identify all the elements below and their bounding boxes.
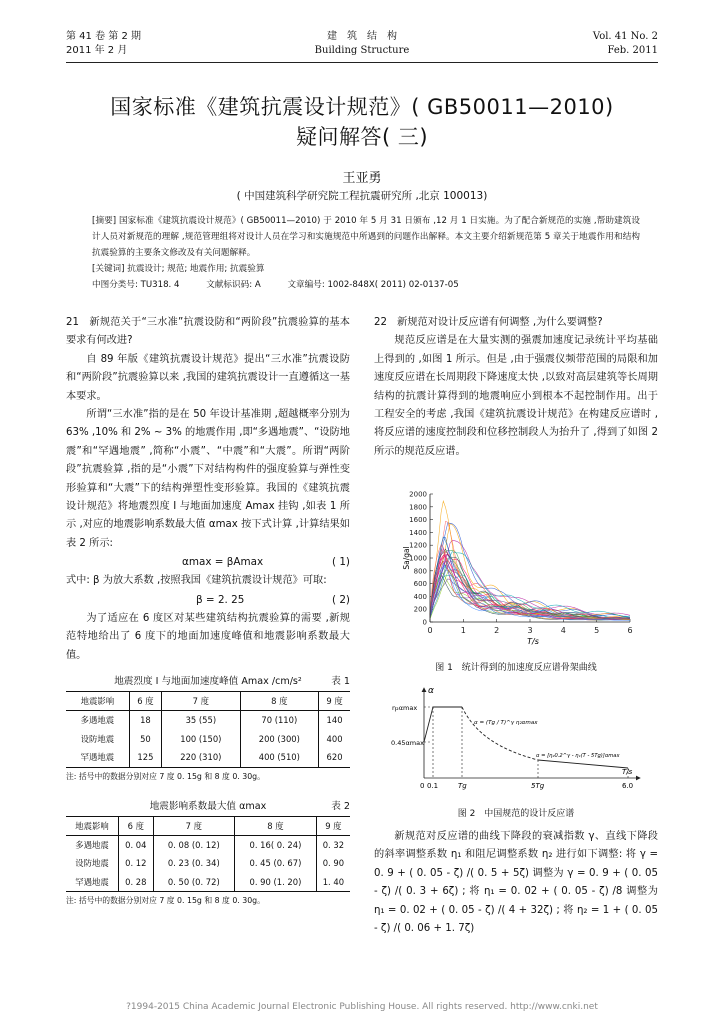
fig1-y-tick-label: 1600 — [409, 516, 427, 525]
fig1-y-tick-label: 1800 — [409, 503, 427, 512]
table-cell: 400 (510) — [240, 748, 318, 767]
issue-date: 2011 年 2 月 — [66, 45, 128, 56]
table-1 — [66, 675, 350, 784]
fig1-y-tick-label: 800 — [413, 567, 427, 576]
keywords-label: [关键词] — [92, 264, 125, 274]
abstract-block — [92, 213, 640, 293]
title-line-1: 国家标准《建筑抗震设计规范》( GB50011—2010) — [110, 95, 614, 119]
fig1-y-label: Sa/gal — [402, 546, 411, 570]
fig2-descending-curve — [462, 707, 538, 760]
table-row — [66, 730, 350, 748]
header-center — [262, 30, 462, 58]
abstract-label: [摘要] — [92, 216, 117, 226]
volume-date: Feb. 2011 — [607, 45, 658, 56]
fig1-x-tick-label: 6 — [627, 626, 633, 635]
table-cell: 70 (110) — [240, 711, 318, 730]
table-row — [66, 854, 350, 872]
volume-label: Vol. 41 No. 2 — [592, 31, 658, 42]
q22-heading: 22 新规范对设计反应谱有何调整 ,为什么要调整? — [374, 317, 603, 328]
table-cell: 0. 32 — [316, 835, 350, 854]
q21-para-4: 为了适应在 6 度区对某些建筑结构抗震验算的需要 ,新规范特地给出了 6 度下的地面加速度峰值和地震影响系数最大值。 — [66, 612, 350, 661]
equation-2-number: ( 2) — [331, 593, 350, 606]
header-right — [593, 30, 658, 58]
fig1-y-tick-label: 600 — [413, 580, 427, 589]
fig1-x-tick-label: 1 — [460, 626, 466, 635]
fig1-x-tick-label: 3 — [527, 626, 533, 635]
keywords-line — [92, 261, 640, 277]
table-1-header-cell: 6 度 — [129, 691, 161, 710]
table-cell: 35 (55) — [162, 711, 240, 730]
fig1-y-tick-label: 2000 — [409, 490, 427, 499]
affiliation: ( 中国建筑科学研究院工程抗震研究所 ,北京 100013) — [236, 190, 488, 202]
table-cell: 0. 50 (0. 72) — [153, 873, 235, 892]
fig2-tick-5tg: 5Tg — [531, 782, 545, 790]
fig2-rising-segment — [424, 707, 433, 742]
table-cell: 1. 40 — [316, 873, 350, 892]
table-cell: 0. 08 (0. 12) — [153, 835, 235, 854]
fig1-spectrum-curve — [430, 550, 630, 619]
table-cell: 100 (150) — [162, 730, 240, 748]
fig1-y-tick-label: 1400 — [409, 528, 427, 537]
fig2-tick-0: 0 — [420, 782, 425, 790]
doc-code: 文献标识码: A — [206, 280, 261, 290]
fig2-y-label-top: η₂αmax — [392, 704, 418, 712]
table-cell: 50 — [129, 730, 161, 748]
right-column-top — [374, 314, 658, 461]
classification-line — [92, 277, 640, 293]
equation-1 — [66, 553, 350, 572]
table-row — [66, 711, 350, 730]
table-cell: 罕遇地震 — [66, 748, 129, 767]
fig2-x-label: T/s — [622, 768, 633, 776]
q21-para-2: 所谓“三水准”指的是在 50 年设计基准期 ,超越概率分别为 63% ,10% 和 2% ~ 3% 的地震作用 ,即“多遇地震”、“设防地震”和“罕遇地震” ,简称“小震”、“中震”和“大震”。所谓“两阶段”抗震验算 ,指的是“小震”下对结构构件的强度验算与弹性变形验算和“大震”下的结构弹塑性变形验算。我国的《建筑抗震设计规范》将地震烈度 I 与地面加速度 Amax 挂钩 ,如表 1 所示 ,对应的地震影响系数最大值 αmax 按下式计算 ,计算结果如表 2 所示: — [66, 409, 350, 549]
equation-2-formula: β = 2. 25 — [196, 593, 245, 606]
table-1-header-cell: 地震影响 — [66, 691, 129, 710]
table-1-grid — [66, 691, 350, 768]
table-cell: 罕遇地震 — [66, 873, 119, 892]
fig1-y-tick-label: 0 — [422, 618, 427, 627]
table-cell: 0. 12 — [119, 854, 153, 872]
fig2-tick-01: 0.1 — [427, 782, 439, 790]
header-rule — [66, 62, 658, 63]
table-cell: 设防地震 — [75, 858, 109, 869]
fig1-y-tick-label: 1000 — [409, 554, 427, 563]
table-2-header-row — [66, 816, 350, 835]
right-column-bottom — [374, 828, 658, 938]
table-cell: 140 — [319, 711, 350, 730]
table-2-header-cell: 地震影响 — [66, 816, 119, 835]
table-1-header-cell: 7 度 — [162, 691, 240, 710]
table-1-note: 注: 括号中的数据分别对应 7 度 0. 15g 和 8 度 0. 30g。 — [66, 771, 265, 781]
copyright-footer: ?1994-2015 China Academic Journal Electronic Publishing House. All rights reserved. http://www.cnki.net — [126, 1002, 598, 1012]
table-1-caption: 地震烈度 I 与地面加速度峰值 Amax /cm/s² — [114, 675, 302, 687]
table-row — [66, 748, 350, 767]
fig2-annotation-line: α = [η₂0.2^γ - η₁(T - 5Tg)]αmax — [536, 753, 620, 759]
equation-2 — [66, 591, 350, 610]
fig2-y-label: α — [428, 686, 434, 696]
abstract-text-block — [92, 213, 640, 261]
table-cell: 0. 90 (1. 20) — [235, 873, 317, 892]
journal-title-en: Building Structure — [314, 45, 410, 56]
table-cell: 多遇地震 — [75, 839, 109, 850]
table-cell: 125 — [129, 748, 161, 767]
table-2-header-cell: 9 度 — [316, 816, 350, 835]
table-cell: 18 — [129, 711, 161, 730]
equation-1-number: ( 1) — [331, 556, 350, 569]
table-row — [66, 835, 350, 854]
fig2-y-label-045: 0.45αmax — [391, 739, 424, 747]
table-cell: 0. 90 — [316, 854, 350, 872]
issue-label: 第 41 卷 第 2 期 — [66, 31, 141, 42]
clc-number: 中图分类号: TU318. 4 — [92, 280, 180, 290]
table-row — [66, 873, 350, 892]
table-cell: 0. 45 (0. 67) — [235, 854, 317, 872]
header-left — [66, 30, 141, 58]
fig1-x-tick-label: 5 — [594, 626, 600, 635]
abstract-text: 国家标准《建筑抗震设计规范》( GB50011—2010) 于 2010 年 5 月 31 日颁布 ,12 月 1 日实施。为了配合新规范的实施 ,帮助建筑设计人员对新规范的理解 ,规范管理组将对设计人员在学习和实施规范中所遇到的问题作出解释。本文主要介绍新规范第 5 章关于地震作用和结构抗震验算的主要条文修改及有关问题解释。 — [92, 216, 640, 258]
fig1-y-tick-label: 1200 — [409, 541, 427, 550]
left-column — [66, 314, 350, 908]
table-2-header-cell: 6 度 — [119, 816, 153, 835]
fig1-x-tick-label: 2 — [494, 626, 500, 635]
journal-title-cn: 建 筑 结 构 — [327, 31, 397, 42]
q22-para-2: 新规范对反应谱的曲线下降段的衰减指数 γ、直线下降段的斜率调整系数 η₁ 和阻尼调整系数 η₂ 进行如下调整: 将 γ = 0. 9 + ( 0. 05 - ζ) /( 0. 5 + 5ζ) 调整为 γ = 0. 9 + ( 0. 05 - ζ) /( 0. 3 + 6ζ) ; 将 η₁ = 0. 02 + ( 0. 05 - ζ) /8 调整为 η₁ = 0. 02 + ( 0. 05 - ζ) /( 4 + 32ζ) ; 将 η₂ = 1 + ( 0. 05 - ζ) /( 0. 06 + 1. 7ζ) — [374, 831, 658, 935]
fig1-spectrum-curve — [430, 501, 630, 618]
table-cell: 0. 04 — [119, 835, 153, 854]
table-1-header-row — [66, 691, 350, 710]
q21-heading: 21 新规范关于“三水准”抗震设防和“两阶段”抗震验算的基本要求有何改进? — [66, 317, 350, 347]
table-2-grid — [66, 816, 350, 893]
table-cell: 0. 16( 0. 24) — [235, 835, 317, 854]
author: 王亚勇 — [342, 171, 382, 186]
fig2-tick-6: 6.0 — [622, 782, 634, 790]
table-cell: 400 — [319, 730, 350, 748]
table-2-caption-row — [66, 800, 350, 816]
keywords-text: 抗震设计; 规范; 地震作用; 抗震验算 — [127, 264, 265, 274]
fig1-spectrum-curve — [430, 538, 630, 620]
figure-1-chart — [400, 488, 640, 646]
table-cell: 多遇地震 — [80, 715, 115, 726]
q21-para-3: 式中: β 为放大系数 ,按照我国《建筑抗震设计规范》可取: — [66, 575, 327, 587]
table-cell: 220 (310) — [162, 748, 240, 767]
table-cell: 200 (300) — [240, 730, 318, 748]
fig2-annotation-curve: α = (Tg / T)^γ η₂αmax — [474, 720, 538, 726]
fig1-spectrum-curve — [430, 521, 630, 619]
fig2-linear-segment — [538, 760, 628, 768]
figure-2-chart — [390, 684, 654, 796]
fig2-tick-tg: Tg — [458, 782, 467, 790]
table-2-number: 表 2 — [331, 800, 350, 812]
equation-1-formula: αmax = βAmax — [182, 556, 264, 569]
fig1-spectrum-curve — [430, 549, 630, 619]
fig1-x-tick-label: 4 — [560, 626, 566, 635]
table-2-header-cell: 7 度 — [153, 816, 235, 835]
article-number: 文章编号: 1002-848X( 2011) 02-0137-05 — [287, 280, 459, 290]
title-line-2: 疑问解答( 三) — [295, 125, 429, 149]
table-2-caption: 地震影响系数最大值 αmax — [149, 800, 267, 812]
q22-para-1: 规范反应谱是在大量实测的强震加速度记录统计平均基础上得到的 ,如图 1 所示。但是 ,由于强震仪频带范围的局限和加速度反应谱在长周期段下降速度太快 ,以致对高层建筑等长周期结构的抗震计算得到的地震响应小到根本不起控制作用。出于工程安全的考虑 ,我国《建筑抗震设计规范》在构建反应谱时 ,将反应谱的速度控制段和位移控制段人为抬升了 ,得到了如图 2 所示的规范反应谱。 — [374, 335, 658, 457]
paper-title — [66, 92, 658, 152]
fig1-x-tick-label: 0 — [427, 626, 433, 635]
table-cell: 0. 23 (0. 34) — [153, 854, 235, 872]
table-2-header-cell: 8 度 — [235, 816, 317, 835]
table-cell: 620 — [319, 748, 350, 767]
figure-1-caption: 图 1 统计得到的加速度反应谱骨架曲线 — [435, 663, 597, 673]
fig1-x-label: T/s — [527, 637, 539, 646]
table-1-number: 表 1 — [331, 675, 350, 687]
table-2-note: 注: 括号中的数据分别对应 7 度 0. 15g 和 8 度 0. 30g。 — [66, 896, 265, 906]
figure-2-caption: 图 2 中国规范的设计反应谱 — [457, 809, 575, 819]
fig1-y-tick-label: 200 — [413, 605, 427, 614]
table-1-caption-row — [66, 675, 350, 691]
table-cell: 0. 28 — [119, 873, 153, 892]
table-1-header-cell: 8 度 — [240, 691, 318, 710]
table-2 — [66, 800, 350, 909]
q21-para-1: 自 89 年版《建筑抗震设计规范》提出“三水准”抗震设防和“两阶段”抗震验算以来 ,我国的建筑抗震设计一直遵循这一基本要求。 — [66, 353, 350, 402]
table-cell: 设防地震 — [80, 733, 115, 744]
table-1-header-cell: 9 度 — [319, 691, 350, 710]
fig1-y-tick-label: 400 — [413, 592, 427, 601]
